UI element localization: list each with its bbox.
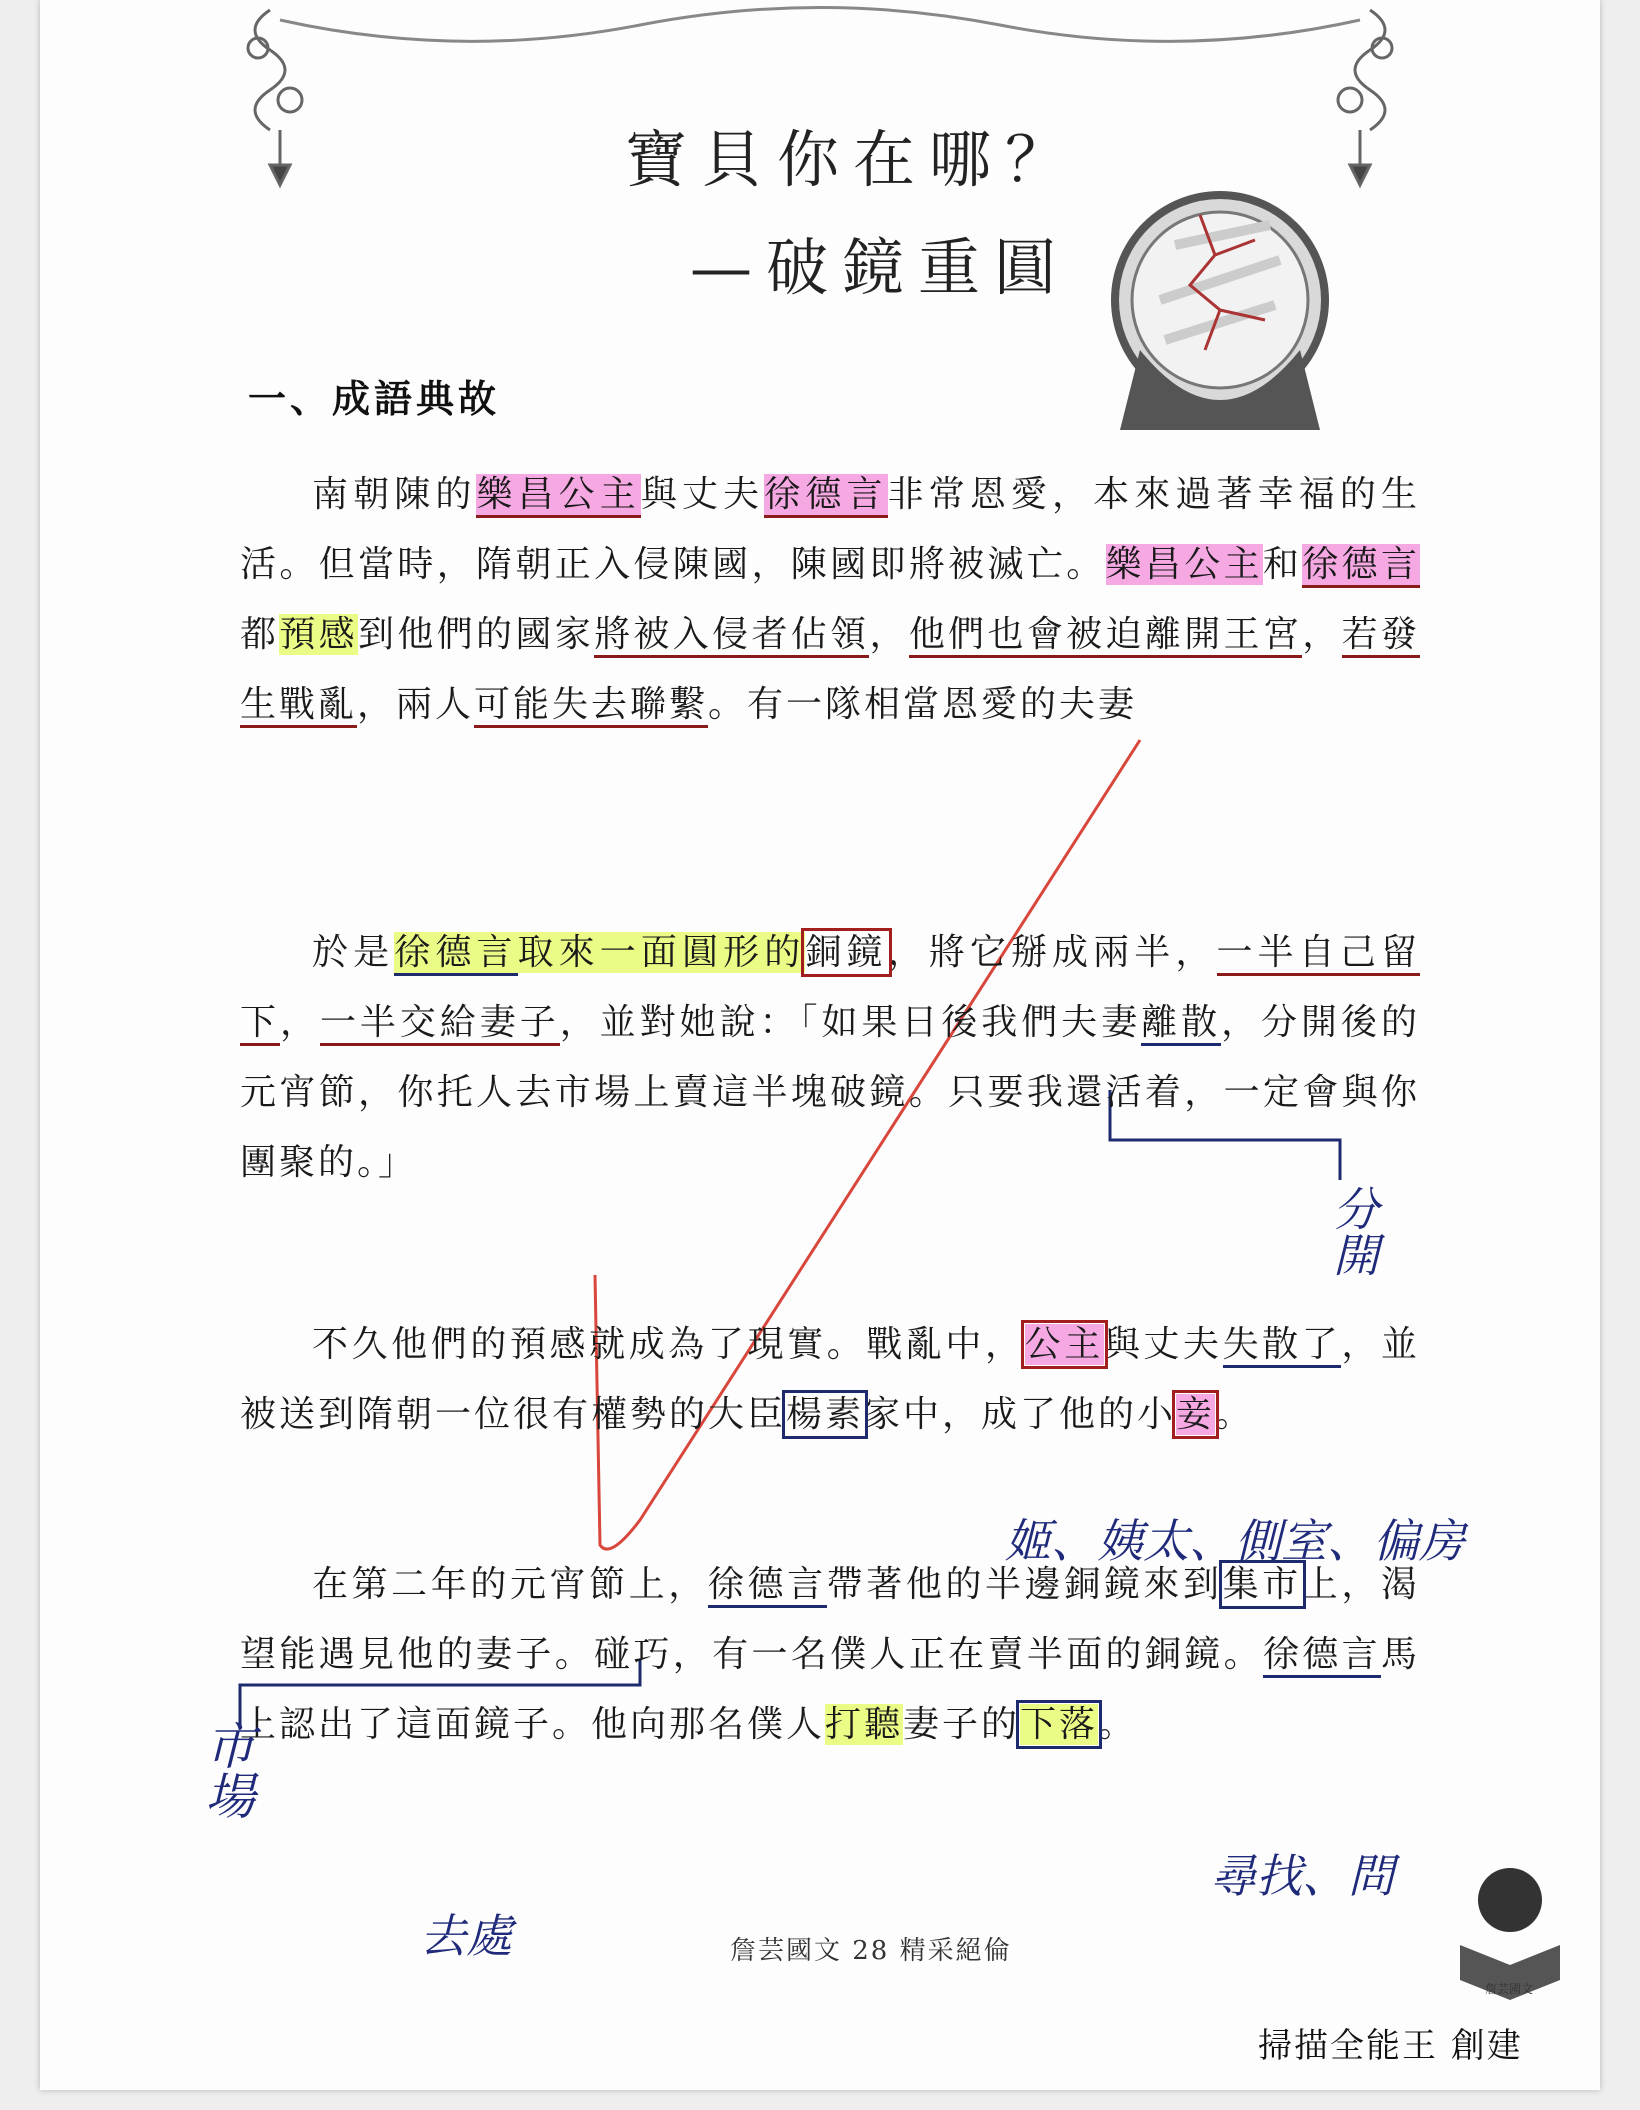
text-span: 帶著他的半邊銅鏡來到 xyxy=(826,1564,1223,1605)
annotation-concubine: 姬、姨太、側室、偏房 xyxy=(1005,1514,1465,1568)
text-span: 。 xyxy=(1098,1704,1138,1745)
text-span: 在第二年的元宵節上， xyxy=(312,1564,708,1605)
logo-caption: 詹芸國文 xyxy=(1485,1982,1534,1996)
left-ornament-icon xyxy=(248,10,302,185)
inquire-word: 打聽 xyxy=(825,1704,904,1745)
text-span: ，兩人 xyxy=(357,684,475,725)
princess-name: 樂昌公主 xyxy=(476,474,640,518)
text-span: 到他們的國家 xyxy=(358,614,595,655)
section-heading: 一、成語典故 xyxy=(248,376,501,421)
text-span: 與丈夫 xyxy=(1103,1324,1223,1365)
annotation-whereabouts: 去處 xyxy=(420,1909,512,1963)
text-span: 。有一隊相當恩愛的夫妻 xyxy=(708,684,1138,725)
lost-word: 失散了 xyxy=(1223,1324,1342,1368)
text-span: ，將它掰成兩半， xyxy=(887,932,1217,973)
text-span: 與丈夫 xyxy=(640,474,765,515)
bronze-mirror-word: 銅鏡 xyxy=(805,932,888,973)
highlighted-phrase: 取來一面圓形的 xyxy=(517,932,806,973)
text-span: 馬上認出了這面鏡子。他向那名僕人 xyxy=(240,1634,1420,1745)
text-span: 。 xyxy=(1215,1394,1255,1435)
text-span: ，分開後的元宵節，你托人去市場上賣這半塊破鏡。只要我還活着，一定會與你團聚的。」 xyxy=(240,1002,1420,1183)
text-span: 非常恩愛，本來過著幸福的生活。但當時，隋朝正入侵陳國，陳國即將被滅亡。 xyxy=(240,474,1420,585)
annotation-separate: 分開 xyxy=(1326,1185,1380,1277)
yangsu-name: 楊素 xyxy=(786,1394,865,1435)
story-paragraph-4 xyxy=(240,1550,1420,1760)
text-span: ， xyxy=(279,1002,320,1043)
page-subtitle: —破鏡重圓 xyxy=(690,231,1071,304)
underlined-phrase: 若發生戰亂 xyxy=(240,614,1420,728)
xu-name: 徐德言 xyxy=(1263,1634,1381,1678)
top-border-flourish xyxy=(280,8,1360,42)
text-span: 於是 xyxy=(312,932,395,973)
text-span: 上，渴望能遇見他的妻子。碰巧，有一名僕人正在賣半面的銅鏡。 xyxy=(240,1564,1420,1675)
concubine-word: 妾 xyxy=(1176,1394,1216,1435)
story-paragraph-2 xyxy=(240,918,1420,1198)
page-footer: 詹芸國文 28 精采絕倫 xyxy=(730,1936,1012,1966)
underlined-phrase: 將被入侵者佔領 xyxy=(594,614,869,658)
market-word: 集市 xyxy=(1222,1564,1302,1605)
text-span: ，並對她說：「如果日後我們夫妻 xyxy=(559,1002,1142,1043)
scatter-word: 離散 xyxy=(1141,1002,1221,1046)
underlined-phrase: 一半自己留下 xyxy=(240,932,1420,1046)
story-paragraph-3 xyxy=(240,1310,1420,1450)
text-span: 不久他們的預感就成為了現實。戰亂中， xyxy=(312,1324,1025,1365)
annotation-market: 市場 xyxy=(197,1720,255,1820)
whereabouts-word: 下落 xyxy=(1020,1704,1099,1745)
text-span: ， xyxy=(869,614,909,655)
princess-name: 樂昌公主 xyxy=(1105,544,1263,585)
princess-word: 公主 xyxy=(1024,1324,1104,1365)
xu-name: 徐德言 xyxy=(394,932,517,976)
text-span: 和 xyxy=(1262,544,1303,585)
underlined-phrase: 他們也會被迫離開王宮 xyxy=(909,614,1302,658)
document-page xyxy=(40,0,1600,2090)
xu-name: 徐德言 xyxy=(708,1564,827,1608)
annotation-inquire: 尋找、問 xyxy=(1210,1849,1394,1903)
text-span: 家中，成了他的小 xyxy=(864,1394,1177,1435)
text-span: 南朝陳的 xyxy=(312,474,477,515)
xu-name: 徐德言 xyxy=(764,474,887,518)
story-paragraph-1 xyxy=(240,460,1420,740)
text-span: ，並被送到隋朝一位很有權勢的大臣 xyxy=(240,1324,1420,1435)
text-span: ， xyxy=(1302,614,1342,655)
underlined-phrase: 可能失去聯繫 xyxy=(474,684,708,728)
right-ornament-icon xyxy=(1338,10,1392,185)
underlined-phrase: 一半交給妻子 xyxy=(320,1002,560,1046)
broken-mirror-icon xyxy=(1115,195,1325,430)
text-span: 妻子的 xyxy=(903,1704,1021,1745)
scanner-watermark: 掃描全能王 創建 xyxy=(1258,2026,1523,2066)
page-title: 寶貝你在哪？ xyxy=(625,123,1082,196)
xu-name: 徐德言 xyxy=(1302,544,1420,588)
text-span: 都 xyxy=(240,614,280,655)
premonition-word: 預感 xyxy=(279,614,359,655)
